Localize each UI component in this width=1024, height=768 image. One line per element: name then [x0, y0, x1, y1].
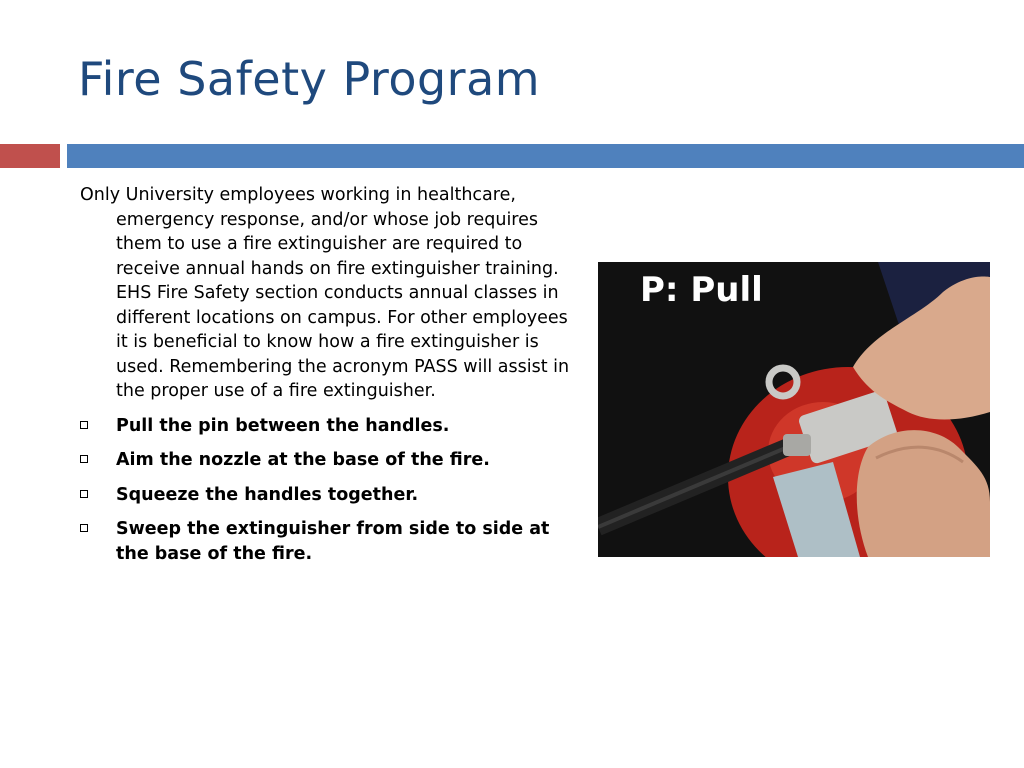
checkbox-bullet-icon — [80, 524, 88, 532]
step-text: Pull the pin between the handles. — [116, 415, 450, 436]
pass-steps-list — [80, 414, 580, 567]
intro-paragraph: Only University employees working in healthcare, emergency response, and/or whose job requires them to use a fire extinguisher are required to receive annual hands on fire extinguisher training. EHS Fire Safety section conducts annual classes in different locations on campus. For other employees it is beneficial to know how a fire extinguisher is used. Remembering the acronym PASS will assist in the proper use of a fire extinguisher. — [80, 185, 570, 401]
accent-bar-blue — [67, 144, 1024, 168]
checkbox-bullet-icon — [80, 455, 88, 463]
accent-bar-red — [0, 144, 60, 168]
checkbox-bullet-icon — [80, 490, 88, 498]
slide-body — [80, 183, 580, 566]
checkbox-bullet-icon — [80, 421, 88, 429]
step-text: Squeeze the handles together. — [116, 484, 419, 505]
list-item — [80, 448, 580, 473]
list-item — [80, 414, 580, 439]
slide-title: Fire Safety Program — [78, 52, 541, 106]
list-item — [80, 517, 580, 566]
fire-extinguisher-photo — [598, 262, 990, 557]
step-text: Aim the nozzle at the base of the fire. — [116, 450, 490, 470]
photo-caption: P: Pull — [640, 270, 763, 310]
list-item — [80, 483, 580, 508]
step-text: Sweep the extinguisher from side to side at the base of the fire. — [116, 519, 550, 564]
